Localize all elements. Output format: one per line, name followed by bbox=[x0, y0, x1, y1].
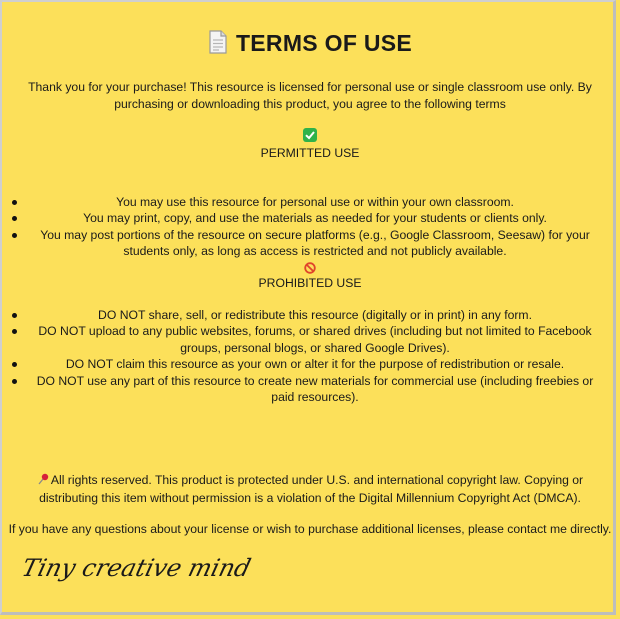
check-mark-icon bbox=[0, 128, 620, 147]
bullet bbox=[12, 216, 17, 221]
page-title bbox=[0, 30, 620, 60]
contact-paragraph: If you have any questions about your license or wish to purchase additional licenses, please contact me directly. bbox=[8, 522, 612, 536]
copyright-paragraph: All rights reserved. This product is protected under U.S. and international copyright law. Copying or distributing this item without permission is a violation of the Digital Millennium Copyright Act (DMCA). bbox=[6, 472, 614, 507]
bullet bbox=[12, 233, 17, 238]
list-item: DO NOT share, sell, or redistribute this resource (digitally or in print) in any form. bbox=[0, 307, 614, 323]
bullet bbox=[12, 200, 17, 205]
intro-paragraph: Thank you for your purchase! This resource is licensed for personal use or single classroom use only. By purchasing or downloading this product, you agree to the following terms bbox=[28, 80, 592, 111]
permitted-use-heading: PERMITTED USE bbox=[260, 146, 360, 160]
list-item: DO NOT use any part of this resource to create new materials for commercial use (including freebies or paid resources). bbox=[0, 373, 614, 406]
title-text: TERMS OF USE bbox=[235, 30, 413, 56]
list-item: DO NOT claim this resource as your own or alter it for the purpose of redistribution or resale. bbox=[0, 356, 614, 372]
bullet bbox=[12, 329, 17, 334]
pushpin-icon bbox=[37, 473, 49, 490]
signature-text: Tiny creative mind bbox=[19, 553, 254, 582]
list-item: DO NOT upload to any public websites, forums, or shared drives (including but not limited to Facebook groups, personal blogs, or shared Google Drives). bbox=[0, 323, 614, 356]
permitted-use-list bbox=[0, 194, 614, 260]
prohibited-use-heading: PROHIBITED USE bbox=[258, 276, 362, 290]
list-item: You may use this resource for personal use or within your own classroom. bbox=[0, 194, 614, 210]
bullet bbox=[12, 379, 17, 384]
signature bbox=[19, 546, 254, 611]
bullet bbox=[12, 362, 17, 367]
list-item: You may post portions of the resource on secure platforms (e.g., Google Classroom, Seesaw) for your students only, as long as access is restricted and not publicly available. bbox=[0, 227, 614, 260]
list-item: You may print, copy, and use the materials as needed for your students or clients only. bbox=[0, 210, 614, 226]
bullet bbox=[12, 313, 17, 318]
prohibited-use-list bbox=[0, 307, 614, 405]
document-icon bbox=[208, 30, 228, 60]
